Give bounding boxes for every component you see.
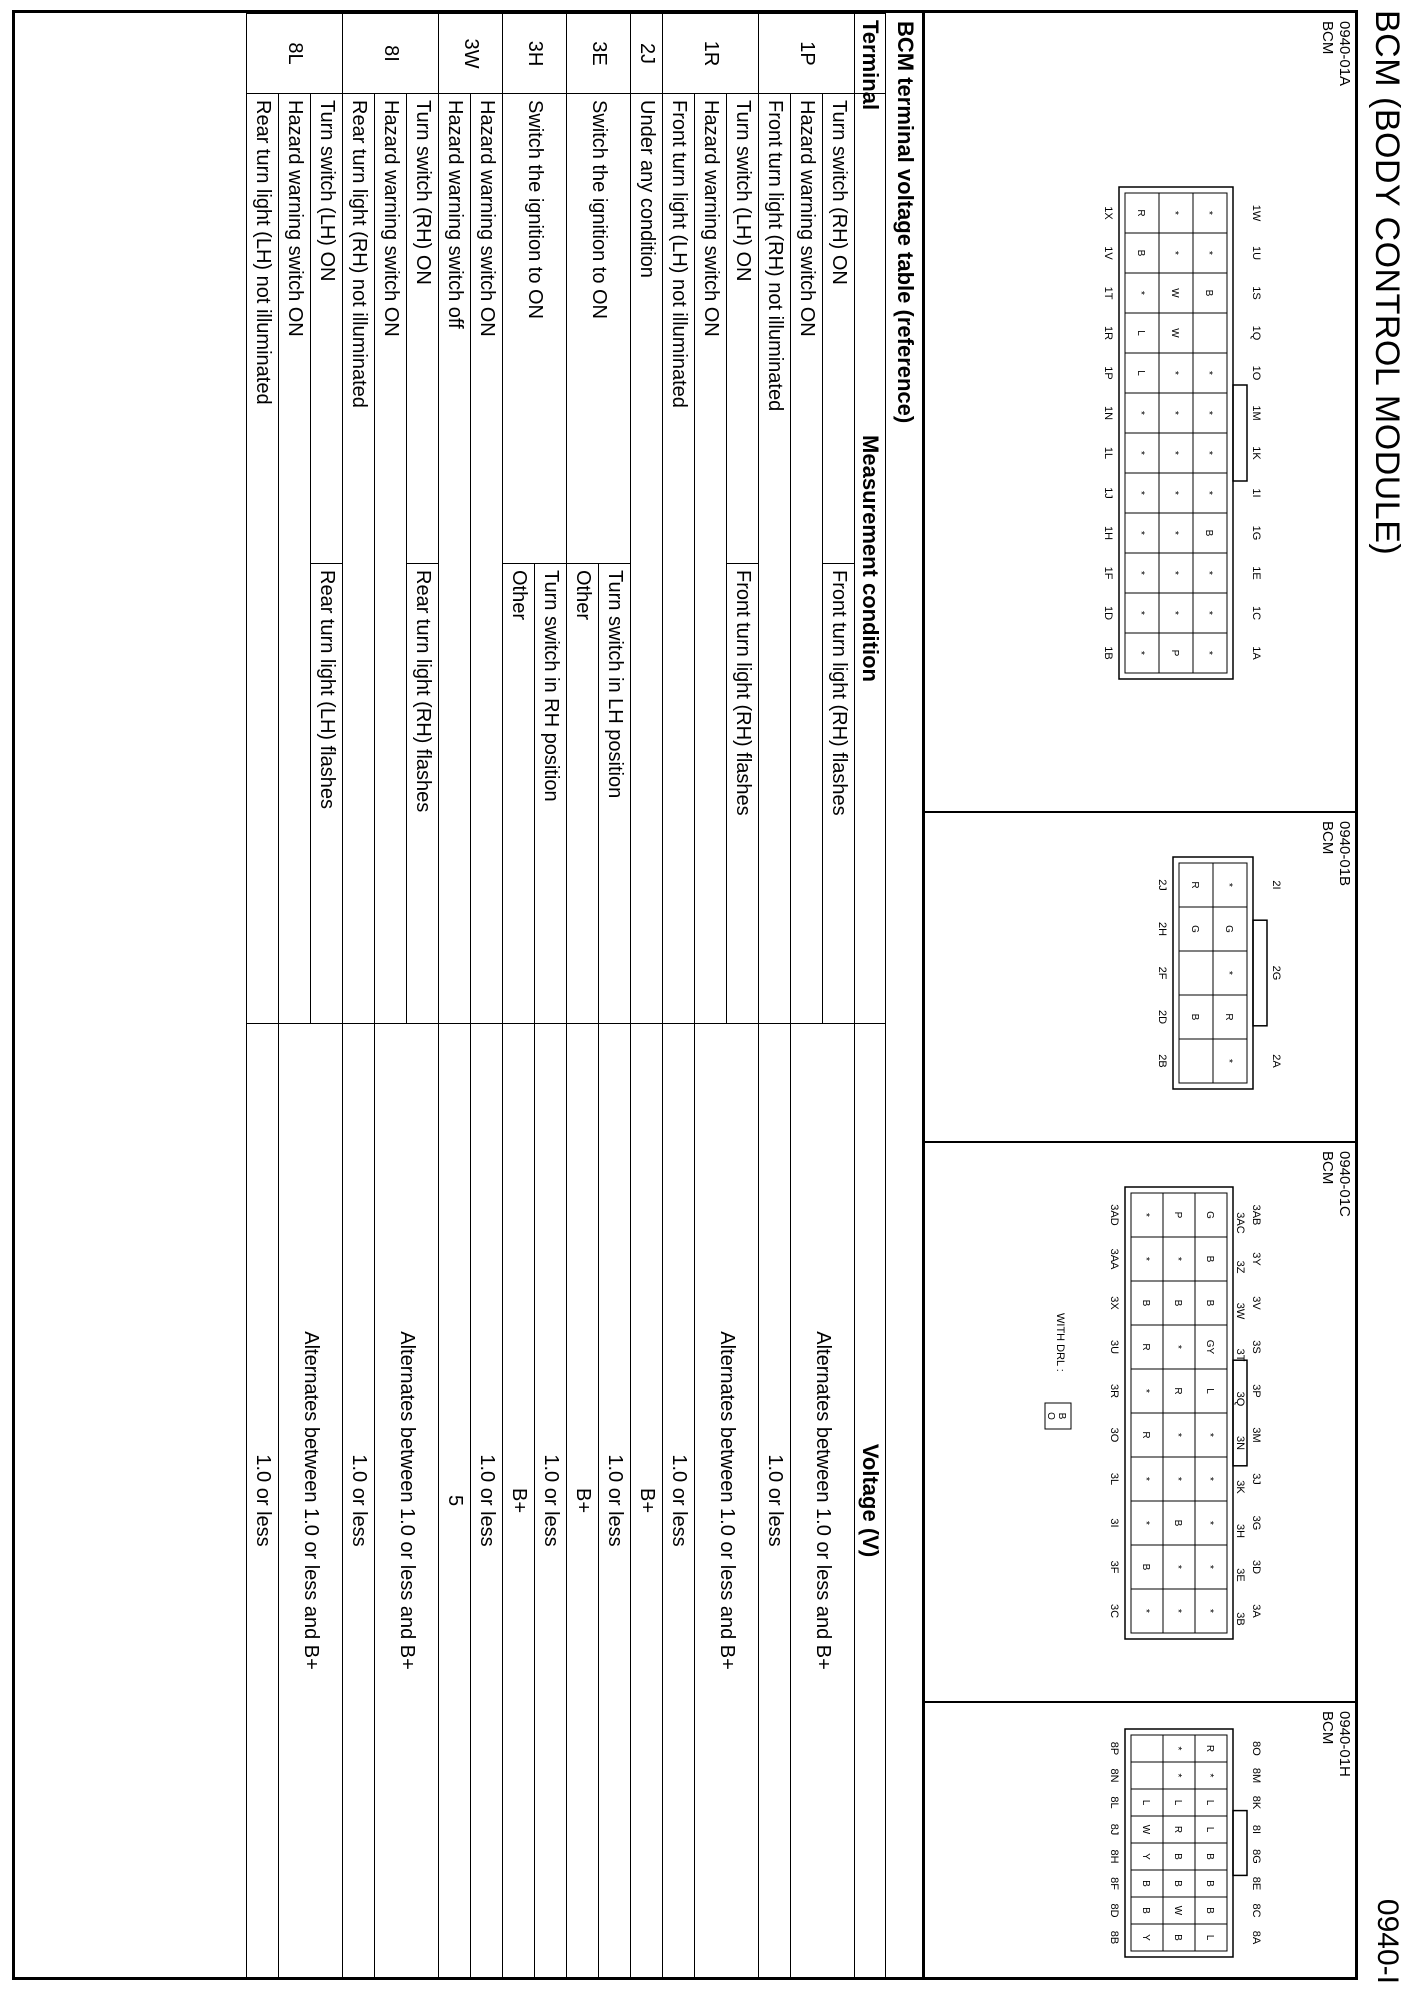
pin-cell-label: * [1203,411,1214,415]
pin-number-label: 3AD [1108,1204,1120,1226]
voltage-cell: Alternates between 1.0 or less and B+ [791,1024,855,1978]
pin-number-label: 3AC [1234,1212,1246,1234]
table-row [727,14,759,1978]
connector-diagram-01b [1107,833,1307,1123]
pin-number-label: 3C [1108,1603,1120,1619]
pin-cell [1131,1735,1163,1762]
pin-number-label: 3B [1234,1612,1246,1626]
pin-cell-label: * [1135,291,1146,295]
pin-cell-label: B [1135,249,1146,257]
pin-cell-label: G [1189,925,1200,933]
pin-cell-label: * [1140,1521,1151,1525]
voltage-cell: 1.0 or less [663,1024,695,1978]
pin-cell [1131,1762,1163,1789]
pin-number-label: 1P [1102,366,1114,380]
pin-cell-label: R [1135,209,1146,217]
pin-cell-label: * [1140,1213,1151,1217]
connector-id: 0940-01B [1336,821,1353,887]
pin-number-label: 1K [1250,446,1262,460]
pin-number-label: 3P [1250,1384,1262,1398]
voltage-cell: 1.0 or less [599,1024,631,1978]
sub-condition-cell: Other [567,564,599,1024]
voltage-cell: 1.0 or less [759,1024,791,1978]
pin-number-label: 3K [1234,1480,1246,1494]
pin-cell-label: L [1204,1799,1215,1806]
pin-number-label: 2I [1270,880,1282,890]
table-row [599,14,631,1978]
pin-number-label: 8O [1250,1741,1262,1756]
pin-cell-label: B [1204,1255,1215,1263]
connector-latch [1233,385,1247,481]
connector-panel-01h [925,1703,1355,1977]
connector-name: BCM [1319,1711,1336,1745]
pin-cell-label: * [1203,491,1214,495]
pin-cell-label: * [1204,1773,1215,1778]
pin-cell-label: * [1169,531,1180,535]
terminal-cell: 3H [503,14,567,94]
pin-cell-label: R [1189,881,1200,889]
pin-cell-label: Y [1140,1853,1151,1860]
condition-cell: Front turn light (LH) not illuminated [663,94,695,1024]
pin-cell-label: W [1140,1824,1151,1835]
pin-number-label: 3Y [1250,1252,1262,1266]
pin-cell-label: * [1169,371,1180,375]
voltage-cell: B+ [503,1024,535,1978]
pin-number-label: 8H [1108,1849,1120,1864]
pin-cell-label: B [1172,1299,1183,1307]
sub-condition-cell: Rear turn light (RH) flashes [407,564,439,1024]
pin-cell-label: * [1204,1521,1215,1525]
pin-number-label: 2B [1156,1054,1168,1068]
pin-number-label: 1J [1102,487,1114,499]
connector-latch [1253,920,1267,1026]
table-row [343,14,375,1978]
pin-cell [1179,951,1213,995]
pin-cell-label: * [1223,971,1234,975]
pin-cell-label: R [1204,1744,1215,1753]
pin-number-label: 2G [1270,965,1282,981]
pin-number-label: 3X [1108,1296,1120,1310]
pin-cell-label: * [1135,651,1146,655]
table-row [247,14,279,1978]
pin-number-label: 1F [1102,566,1114,580]
condition-cell: Rear turn light (LH) not illuminated [247,94,279,1024]
voltage-cell: 1.0 or less [535,1024,567,1978]
pin-number-label: 1C [1250,605,1262,621]
pin-cell-label: * [1223,883,1234,887]
pin-cell-label: L [1204,1934,1215,1941]
terminal-cell: 3W [439,14,503,94]
pin-number-label: 1W [1250,204,1262,222]
pin-number-label: 8E [1250,1876,1262,1891]
pin-cell-label: * [1169,211,1180,215]
table-body [247,14,855,1978]
table-row [407,14,439,1978]
pin-cell-label: B [1204,1880,1215,1887]
voltage-cell: Alternates between 1.0 or less and B+ [279,1024,343,1978]
pin-number-label: 8M [1250,1767,1262,1784]
pin-cell-label: G [1223,925,1234,933]
pin-number-label: 8J [1108,1823,1120,1836]
condition-cell: Turn switch (RH) ON [407,94,439,564]
pin-cell-label: * [1135,531,1146,535]
condition-cell: Front turn light (RH) not illuminated [759,94,791,1024]
pin-cell-label: B [1172,1853,1183,1860]
pin-cell-label: * [1169,411,1180,415]
pin-cell-label: * [1140,1257,1151,1261]
pin-cell-label: P [1172,1211,1183,1219]
pin-number-label: 3I [1108,1518,1120,1528]
pin-number-label: 1U [1250,245,1262,261]
document-frame [12,10,1358,1980]
pin-cell-label: W [1169,288,1180,298]
pin-cell-label: GY [1204,1339,1215,1355]
connector-diagram-01h [937,1717,1307,1967]
pin-cell-label: * [1135,611,1146,615]
connector-diagram-01c [937,1163,1307,1683]
pin-number-label: 8F [1108,1877,1120,1890]
pin-number-label: 8L [1108,1796,1120,1809]
connector-name: BCM [1319,821,1336,855]
voltage-cell: 1.0 or less [247,1024,279,1978]
pin-cell-label: * [1172,1609,1183,1613]
condition-cell: Switch the ignition to ON [567,94,631,564]
pin-cell-label: B [1204,1299,1215,1307]
pin-cell-label: B [1140,1880,1151,1887]
condition-cell: Switch the ignition to ON [503,94,567,564]
pin-cell-label: * [1204,1433,1215,1437]
connector-id: 0940-01C [1336,1151,1353,1217]
pin-cell-label: B [1203,529,1214,537]
connector-name: BCM [1319,1151,1336,1185]
header-condition: Measurement condition [855,94,886,1024]
voltage-cell: 1.0 or less [343,1024,375,1978]
pin-number-label: 3E [1234,1568,1246,1582]
pin-number-label: 1I [1250,488,1262,498]
terminal-cell: 3E [567,14,631,94]
pin-number-label: 3H [1234,1523,1246,1539]
pin-number-label: 3A [1250,1604,1262,1618]
pin-number-label: 8G [1250,1849,1262,1864]
pin-number-label: 1T [1102,286,1114,300]
condition-cell: Turn switch (LH) ON [727,94,759,564]
pin-cell-label: * [1169,491,1180,495]
pin-cell-label: R [1140,1431,1151,1439]
sub-condition-cell: Turn switch in LH position [599,564,631,1024]
pin-cell-label: R [1172,1825,1183,1834]
pin-number-label: 1H [1102,525,1114,541]
pin-cell-label: L [1135,370,1146,376]
terminal-cell: 1R [663,14,759,94]
pin-number-label: 3D [1250,1559,1262,1575]
sub-condition-cell: Front turn light (RH) flashes [727,564,759,1024]
pin-number-label: 3G [1250,1515,1262,1531]
pin-cell-label: * [1169,251,1180,255]
pin-number-label: 3V [1250,1296,1262,1310]
table-row [759,14,791,1978]
pin-cell-label: * [1203,611,1214,615]
pin-number-label: 1V [1102,246,1114,260]
pin-cell-label: * [1203,451,1214,455]
pin-cell-label: * [1172,1345,1183,1349]
pin-number-label: 1M [1250,405,1262,421]
drl-pin-label: O [1045,1412,1056,1420]
table-row [663,14,695,1978]
pin-cell-label: L [1172,1799,1183,1806]
drl-pin-label: B [1056,1412,1067,1420]
pin-cell-label: W [1172,1905,1183,1916]
pin-cell-label: W [1169,328,1180,338]
connector-name: BCM [1319,21,1336,55]
sub-condition-cell: Turn switch in RH position [535,564,567,1024]
pin-cell-label: B [1140,1299,1151,1307]
pin-cell-label: * [1140,1609,1151,1613]
pin-number-label: 1N [1102,405,1114,421]
pin-number-label: 3Q [1234,1391,1246,1407]
pin-cell-label: B [1189,1013,1200,1021]
pin-number-label: 3U [1108,1339,1120,1355]
pin-cell-label: R [1223,1013,1234,1021]
table-row [471,14,503,1978]
condition-cell: Rear turn light (RH) not illuminated [343,94,375,1024]
pin-number-label: 8B [1108,1930,1120,1945]
pin-number-label: 8D [1108,1903,1120,1918]
pin-cell-label: * [1203,251,1214,255]
pin-cell-label: * [1135,491,1146,495]
pin-cell-label: B [1140,1563,1151,1571]
pin-cell-label: * [1172,1773,1183,1778]
pin-cell-label: * [1204,1609,1215,1613]
sub-condition-cell: Other [503,564,535,1024]
pin-cell-label: L [1204,1388,1215,1394]
pin-number-label: 3M [1250,1427,1262,1443]
pin-number-label: 1G [1250,525,1262,541]
pin-cell-label: R [1172,1387,1183,1395]
sub-condition-cell: Front turn light (RH) flashes [823,564,855,1024]
connector-panel-01c [925,1143,1355,1703]
pin-number-label: 8K [1250,1795,1262,1810]
table-title: BCM terminal voltage table (reference) [893,21,918,424]
table-row [535,14,567,1978]
pin-number-label: 2F [1156,966,1168,980]
pin-number-label: 1B [1102,646,1114,660]
pin-cell-label: G [1204,1211,1215,1219]
voltage-table-section [12,13,925,1977]
pin-number-label: 1X [1102,206,1114,220]
condition-cell: Hazard warning switch ON [791,94,823,1024]
pin-number-label: 3S [1250,1340,1262,1354]
pin-cell-label: B [1140,1907,1151,1914]
pin-number-label: 1O [1250,365,1262,381]
pin-cell-label: * [1135,411,1146,415]
pin-cell-label: B [1203,289,1214,297]
pin-cell-label: * [1140,1477,1151,1481]
voltage-cell: B+ [567,1024,599,1978]
pin-cell-label: R [1140,1343,1151,1351]
pin-cell-label: L [1140,1799,1151,1806]
pin-number-label: 2H [1156,921,1168,937]
condition-cell: Hazard warning switch ON [279,94,311,1024]
table-row [823,14,855,1978]
header-terminal: Terminal [855,14,886,94]
pin-number-label: 1D [1102,605,1114,621]
pin-number-label: 3Z [1234,1260,1246,1274]
voltage-cell: B+ [631,1024,663,1978]
pin-cell-label: * [1172,1477,1183,1481]
pin-cell-label: * [1135,571,1146,575]
pin-number-label: 3O [1108,1427,1120,1443]
condition-cell: Under any condition [631,94,663,1024]
pin-cell-label: B [1204,1907,1215,1914]
pin-cell-label: B [1172,1934,1183,1941]
terminal-cell: 8I [343,14,439,94]
pin-number-label: 1Q [1250,325,1262,341]
condition-cell: Hazard warning switch ON [471,94,503,1024]
pin-cell-label: * [1169,571,1180,575]
pin-cell-label: * [1172,1433,1183,1437]
pin-number-label: 3W [1234,1302,1246,1320]
pin-cell-label: * [1140,1389,1151,1393]
pin-number-label: 2D [1156,1009,1168,1025]
pin-number-label: 8P [1108,1741,1120,1756]
pin-cell-label: L [1135,330,1146,336]
pin-number-label: 1E [1250,566,1262,580]
pin-cell-label: * [1135,451,1146,455]
pin-number-label: 3F [1108,1560,1120,1574]
pin-cell-label: * [1203,571,1214,575]
pin-cell-label: * [1204,1477,1215,1481]
connector-latch [1233,1811,1247,1876]
page-id: 0940-I [1371,1898,1404,1984]
pin-number-label: 1A [1250,646,1262,660]
pin-cell-label: * [1172,1257,1183,1261]
pin-cell-label: * [1203,211,1214,215]
pin-number-label: 3N [1234,1435,1246,1451]
pin-number-label: 3T [1234,1348,1246,1362]
pin-number-label: 2A [1270,1054,1282,1068]
pin-cell-label: * [1204,1565,1215,1569]
pin-cell-label: B [1204,1853,1215,1860]
pin-cell-label: * [1203,371,1214,375]
terminal-cell: 1P [759,14,855,94]
pin-number-label: 3L [1108,1472,1120,1486]
pin-cell-label: P [1169,649,1180,657]
table-row [631,14,663,1978]
pin-cell [1179,1039,1213,1083]
pin-number-label: 3AB [1250,1204,1262,1226]
sub-condition-cell: Rear turn light (LH) flashes [311,564,343,1024]
pin-number-label: 1R [1102,325,1114,341]
condition-cell: Turn switch (RH) ON [823,94,855,564]
pin-cell-label: * [1172,1746,1183,1751]
pin-cell-label: B [1172,1519,1183,1527]
terminal-cell: 2J [631,14,663,94]
pin-number-label: 8A [1250,1930,1262,1945]
condition-cell: Hazard warning switch ON [375,94,407,1024]
pin-number-label: 1L [1102,446,1114,460]
pin-number-label: 2J [1156,879,1168,891]
pin-cell-label: * [1169,451,1180,455]
header-voltage: Voltage (V) [855,1024,886,1978]
connector-diagram-01a [967,163,1307,723]
voltage-cell: 5 [439,1024,471,1978]
pin-number-label: 3J [1250,1473,1262,1485]
condition-cell: Hazard warning switch off [439,94,471,1024]
pin-cell-label: * [1172,1565,1183,1569]
page-title: BCM (BODY CONTROL MODULE) [1368,10,1406,556]
connector-id: 0940-01A [1336,21,1353,87]
pin-number-label: 3R [1108,1383,1120,1399]
table-row [311,14,343,1978]
pin-cell-label: * [1169,611,1180,615]
pin-number-label: 1S [1250,286,1262,300]
table-header-row [855,14,886,1978]
pin-cell-label: L [1204,1826,1215,1833]
pin-number-label: 8C [1250,1903,1262,1918]
pin-cell-label: * [1203,651,1214,655]
connector-panel-01b [925,813,1355,1143]
drl-note: WITH DRL : [1054,1313,1066,1372]
pin-cell [1193,313,1227,353]
voltage-cell: Alternates between 1.0 or less and B+ [695,1024,759,1978]
connector-panel-01a [925,13,1355,813]
condition-cell: Hazard warning switch ON [695,94,727,1024]
voltage-cell: Alternates between 1.0 or less and B+ [375,1024,439,1978]
voltage-cell: 1.0 or less [471,1024,503,1978]
table-row [439,14,471,1978]
voltage-table [246,13,886,1978]
condition-cell: Turn switch (LH) ON [311,94,343,564]
pin-number-label: 8N [1108,1768,1120,1783]
pin-cell-label: * [1223,1059,1234,1063]
pin-number-label: 3AA [1108,1248,1120,1270]
terminal-cell: 8L [247,14,343,94]
pin-cell-label: Y [1140,1934,1151,1941]
pin-cell-label: B [1172,1880,1183,1887]
pin-number-label: 8I [1250,1824,1262,1835]
connector-id: 0940-01H [1336,1711,1353,1777]
